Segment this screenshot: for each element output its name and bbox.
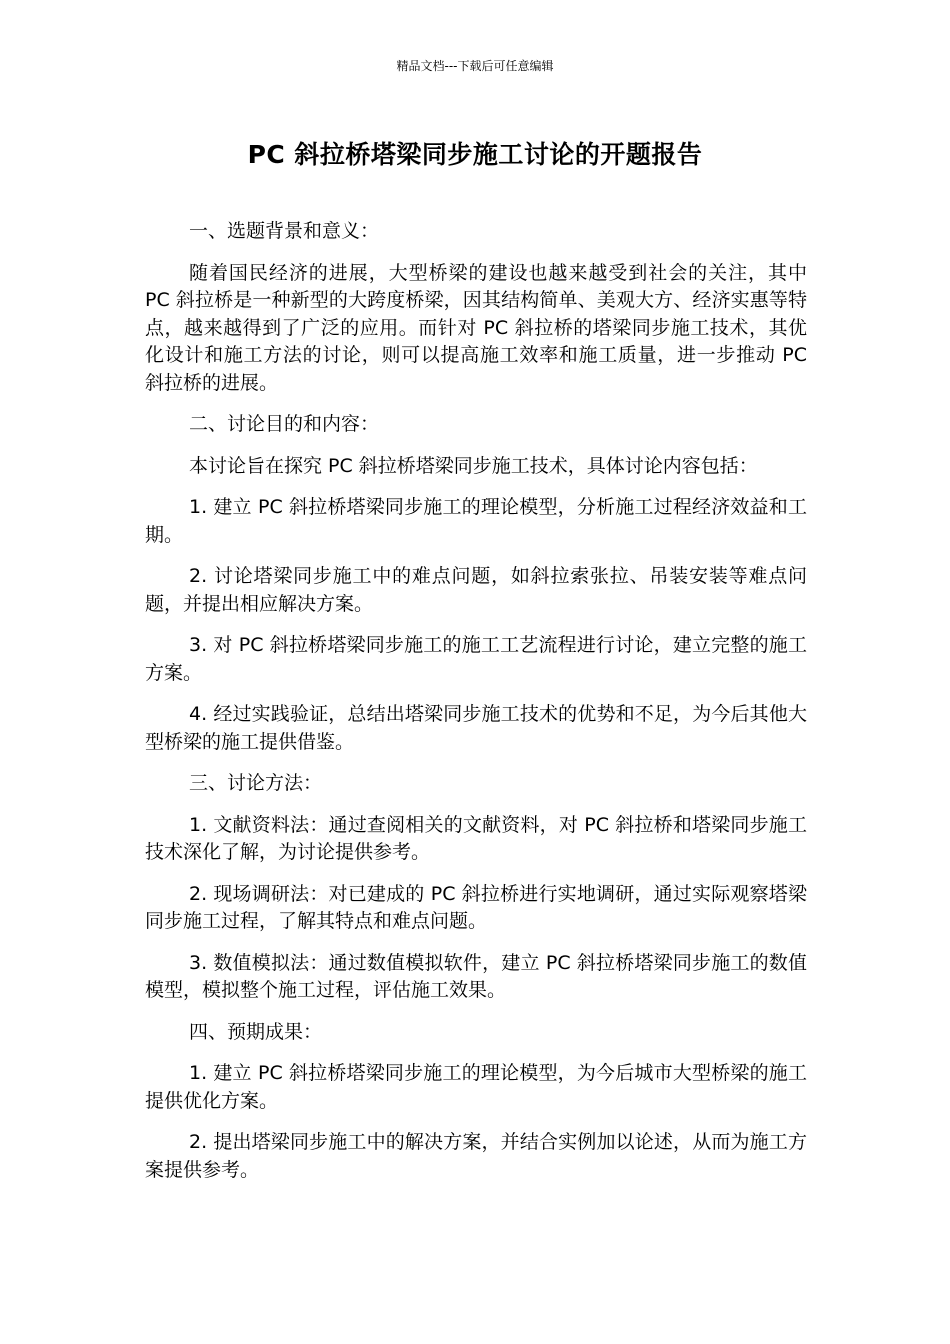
list-item-method-2: 2. 现场调研法：对已建成的 PC 斜拉桥进行实地调研，通过实际观察塔梁同步施工过程，了解其特点和难点问题。 xyxy=(145,882,807,932)
section-heading-background: 一、选题背景和意义： xyxy=(189,220,380,242)
document-title: PC 斜拉桥塔梁同步施工讨论的开题报告 xyxy=(247,140,703,169)
list-item-outcome-1: 1. 建立 PC 斜拉桥塔梁同步施工的理论模型，为今后城市大型桥梁的施工提供优化方案。 xyxy=(145,1062,807,1112)
list-item-method-1: 1. 文献资料法：通过查阅相关的文献资料，对 PC 斜拉桥和塔梁同步施工技术深化了解，为讨论提供参考。 xyxy=(145,813,807,863)
document-body xyxy=(145,218,807,1198)
header-note: 精品文档---下载后可任意编辑 xyxy=(396,59,554,73)
list-item-objective-3: 3. 对 PC 斜拉桥塔梁同步施工的施工工艺流程进行讨论，建立完整的施工方案。 xyxy=(145,634,807,684)
list-item-objective-4: 4. 经过实践验证，总结出塔梁同步施工技术的优势和不足，为今后其他大型桥梁的施工提供借鉴。 xyxy=(145,703,807,753)
list-item-method-3: 3. 数值模拟法：通过数值模拟软件，建立 PC 斜拉桥塔梁同步施工的数值模型，模拟整个施工过程，评估施工效果。 xyxy=(145,951,807,1001)
list-item-objective-2: 2. 讨论塔梁同步施工中的难点问题，如斜拉索张拉、吊装安装等难点问题，并提出相应解决方案。 xyxy=(145,565,807,615)
section-heading-objectives: 二、讨论目的和内容： xyxy=(189,413,380,435)
section-heading-outcomes: 四、预期成果： xyxy=(189,1020,323,1043)
paragraph-objectives-intro: 本讨论旨在探究 PC 斜拉桥塔梁同步施工技术，具体讨论内容包括： xyxy=(189,454,758,477)
section-heading-methods: 三、讨论方法： xyxy=(189,772,323,794)
list-item-outcome-2: 2. 提出塔梁同步施工中的解决方案，并结合实例加以论述，从而为施工方案提供参考。 xyxy=(145,1131,807,1181)
list-item-objective-1: 1. 建立 PC 斜拉桥塔梁同步施工的理论模型，分析施工过程经济效益和工期。 xyxy=(145,496,807,546)
paragraph-background: 随着国民经济的进展，大型桥梁的建设也越来越受到社会的关注，其中 PC 斜拉桥是一种新型的大跨度桥梁，因其结构简单、美观大方、经济实惠等特点，越来越得到了广泛的应用。而针对 PC 斜拉桥的塔梁同步施工技术，其优化设计和施工方法的讨论，则可以提高施工效率和施工质量，进一步推动 PC 斜拉桥的进展。 xyxy=(145,261,807,394)
